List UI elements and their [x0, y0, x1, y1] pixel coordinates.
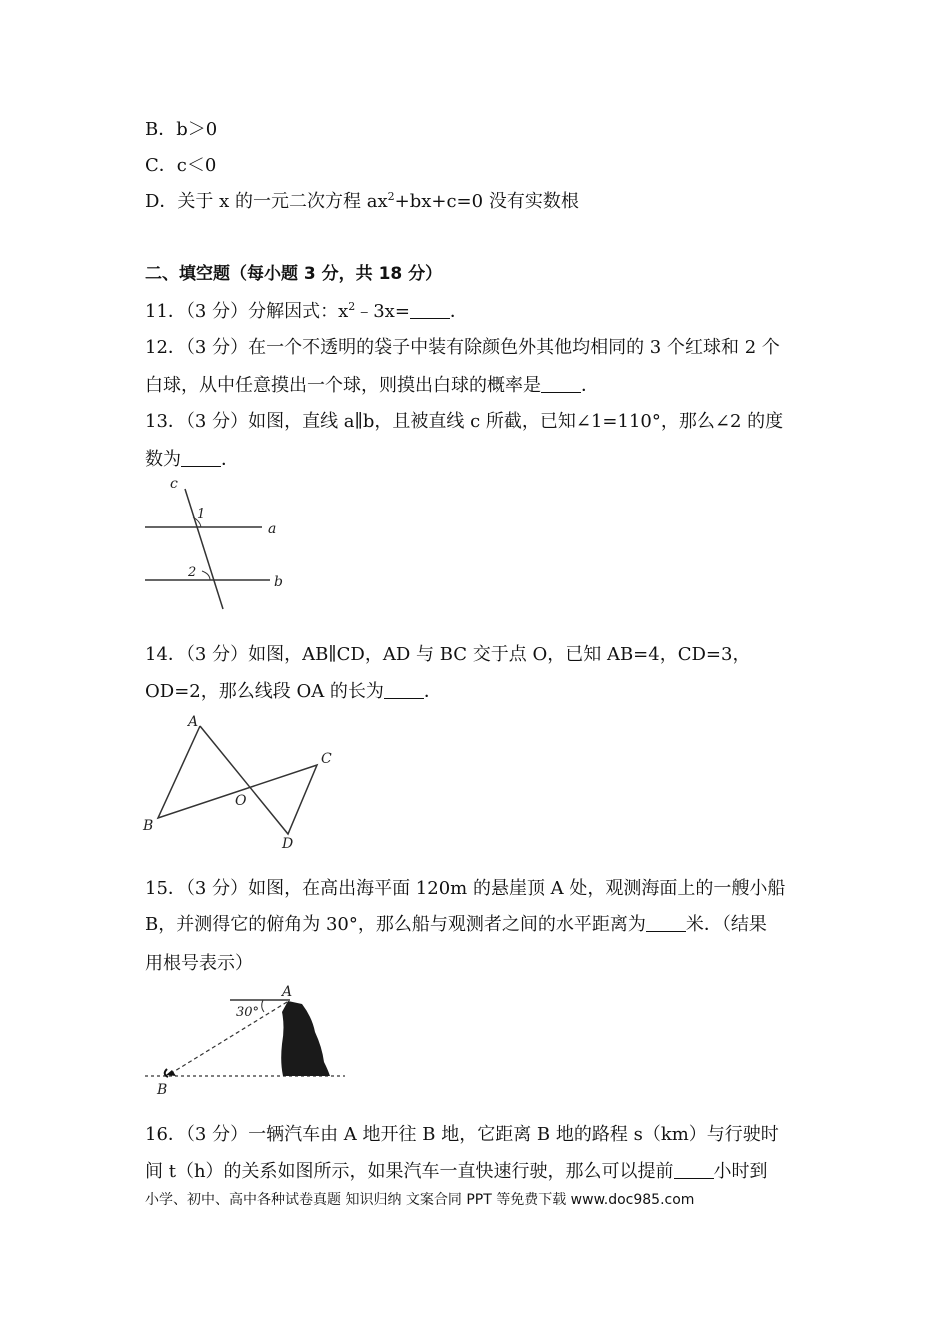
question-14-line2	[145, 680, 442, 704]
question-13-line1: 13．（3 分）如图，直线 a∥b，且被直线 c 所截，已知∠1=110°，那么∠2 的度	[145, 411, 784, 432]
option-d-pre: D．关于 x 的一元二次方程 ax	[145, 191, 388, 212]
question-13-line2	[145, 448, 239, 472]
option-b: B．b＞0	[145, 119, 218, 140]
label-c: c	[170, 476, 178, 492]
question-15-line3: 用根号表示）	[145, 953, 253, 974]
answer-blank	[541, 374, 581, 393]
option-d-sup: 2	[387, 190, 395, 203]
figure-cliff	[140, 982, 350, 1098]
label-2: 2	[188, 565, 197, 580]
angle-label: 30°	[236, 1005, 260, 1020]
label-B: B	[143, 818, 154, 834]
label-O: O	[235, 793, 247, 809]
answer-blank	[646, 913, 686, 932]
option-d-post: +bx+c=0 没有实数根	[394, 191, 579, 212]
answer-blank	[674, 1160, 714, 1179]
question-15-line1: 15．（3 分）如图，在高出海平面 120m 的悬崖顶 A 处，观测海面上的一艘小船	[145, 878, 786, 899]
question-14-line1: 14．（3 分）如图，AB∥CD，AD 与 BC 交于点 O，已知 AB=4，CD=3，	[145, 644, 751, 665]
q11-sup: 2	[348, 300, 356, 313]
section-title: 二、填空题（每小题 3 分，共 18 分）	[145, 264, 443, 284]
question-12-line2	[145, 374, 599, 398]
question-16-line1: 16．（3 分）一辆汽车由 A 地开往 B 地，它距离 B 地的路程 s（km）与行驶时	[145, 1124, 779, 1145]
q15-line2-post: 米．（结果	[685, 914, 767, 935]
q13-line2-pre: 数为	[145, 449, 181, 470]
q13-line2-post: ．	[221, 449, 239, 470]
option-c: C．c＜0	[145, 155, 217, 176]
label-C: C	[321, 751, 332, 767]
q12-line2-post: ．	[581, 375, 599, 396]
q15-line2-pre: B，并测得它的俯角为 30°，那么船与观测者之间的水平距离为	[145, 914, 646, 935]
question-15-line2	[145, 913, 767, 937]
q11-mid: ﹣3x=	[355, 301, 410, 322]
q12-line2-pre: 白球，从中任意摸出一个球，则摸出白球的概率是	[145, 375, 541, 396]
label-1: 1	[197, 507, 206, 522]
label-D: D	[282, 836, 294, 852]
q14-line2-post: ．	[423, 681, 442, 702]
answer-blank	[410, 300, 450, 319]
label-b: b	[274, 574, 283, 590]
label-a: a	[268, 521, 277, 537]
label-A: A	[282, 984, 293, 1000]
label-A: A	[188, 714, 199, 730]
option-d	[145, 190, 579, 214]
question-12-line1: 12．（3 分）在一个不透明的袋子中装有除颜色外其他均相同的 3 个红球和 2 个	[145, 337, 780, 358]
footer-text: 小学、初中、高中各种试卷真题 知识归纳 文案合同 PPT 等免费下载 www.doc985.com	[145, 1192, 695, 1208]
label-B: B	[157, 1082, 168, 1098]
answer-blank	[181, 448, 221, 467]
q11-pre: 11．（3 分）分解因式：x	[145, 301, 349, 322]
figure-parallel-lines	[140, 475, 300, 615]
q11-post: ．	[449, 301, 468, 322]
q16-line2-pre: 间 t（h）的关系如图所示，如果汽车一直快速行驶，那么可以提前	[145, 1161, 674, 1182]
question-11	[145, 300, 468, 324]
q14-line2-pre: OD=2，那么线段 OA 的长为	[145, 681, 384, 702]
answer-blank	[384, 680, 424, 699]
question-16-line2	[145, 1160, 768, 1184]
figure-triangles	[140, 708, 340, 853]
q16-line2-post: 小时到	[713, 1161, 768, 1182]
